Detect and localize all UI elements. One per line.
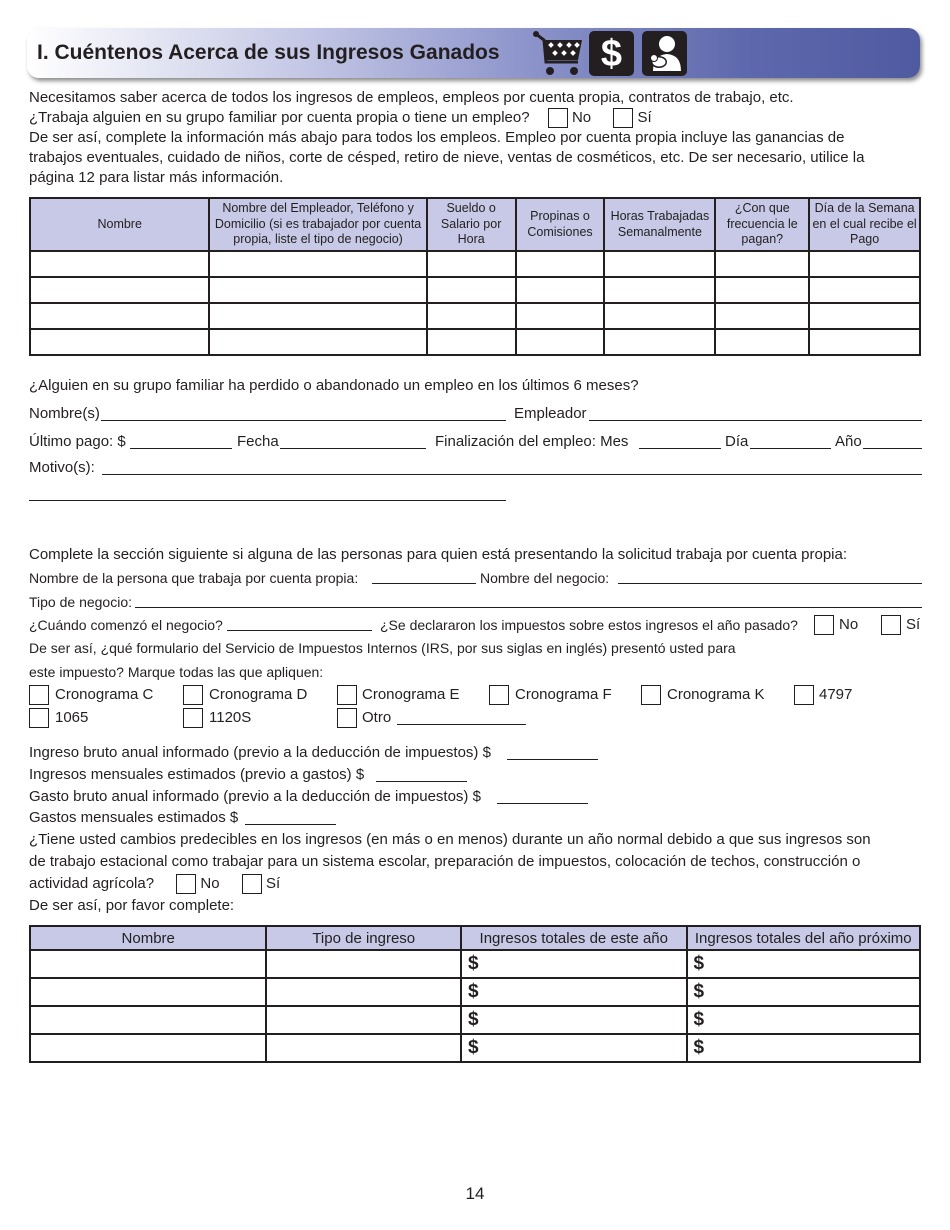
form-1120s-label: 1120S xyxy=(209,709,252,726)
cell-empleador[interactable] xyxy=(209,303,426,329)
cell-ingresos-ano-proximo[interactable]: $ xyxy=(687,1034,920,1062)
taxes-no-label: No xyxy=(839,616,859,633)
business-type-field[interactable] xyxy=(135,607,922,608)
cell-propinas[interactable] xyxy=(516,329,605,355)
form-4797-label: 4797 xyxy=(819,686,853,703)
cell-sueldo[interactable] xyxy=(427,329,516,355)
business-name-label: Nombre del negocio: xyxy=(480,570,610,586)
cell-ingresos-este-ano[interactable]: $ xyxy=(461,978,687,1006)
seasonal-no-label: No xyxy=(200,875,220,892)
table-row xyxy=(30,277,920,303)
col-nombre: Nombre xyxy=(30,198,209,251)
nombres-label: Nombre(s) xyxy=(29,405,100,422)
cell-nombre[interactable] xyxy=(30,1006,266,1034)
irs-question-line-1: De ser así, ¿qué formulario del Servicio de Impuestos Internos (IRS, por sus siglas en inglés) presentó usted para xyxy=(29,640,736,656)
business-start-field[interactable] xyxy=(227,630,372,631)
cell-dia-pago[interactable] xyxy=(809,251,920,277)
cell-sueldo[interactable] xyxy=(427,303,516,329)
form-1065-label: 1065 xyxy=(55,709,89,726)
business-type-label: Tipo de negocio: xyxy=(29,594,132,610)
cell-horas[interactable] xyxy=(604,277,715,303)
form-cronograma-e-checkbox[interactable] xyxy=(337,685,357,705)
cell-ingresos-este-ano[interactable]: $ xyxy=(461,1034,687,1062)
seasonal-question-line-2: de trabajo estacional como trabajar para un sistema escolar, preparación de impuestos, colocación de techos, construcción o xyxy=(29,853,861,870)
cell-dia-pago[interactable] xyxy=(809,329,920,355)
cell-ingresos-ano-proximo[interactable]: $ xyxy=(687,1006,920,1034)
section-header-banner xyxy=(27,28,920,78)
gross-annual-income-field[interactable] xyxy=(507,759,598,760)
table-row xyxy=(30,251,920,277)
cell-propinas[interactable] xyxy=(516,303,605,329)
business-name-field[interactable] xyxy=(618,583,922,584)
motivo-field-line-2[interactable] xyxy=(29,500,506,501)
employment-table xyxy=(29,197,921,356)
table-row xyxy=(30,950,920,978)
seasonal-si-checkbox[interactable] xyxy=(242,874,262,894)
form-cronograma-f-checkbox[interactable] xyxy=(489,685,509,705)
taxes-si-label: Sí xyxy=(906,616,921,633)
form-cronograma-k-label: Cronograma K xyxy=(667,686,765,703)
col-empleador: Nombre del Empleador, Teléfono y Domicilio (si es trabajador por cuenta propia, liste el tipo de negocio) xyxy=(209,198,426,251)
irs-question-line-2: este impuesto? Marque todas las que apliquen: xyxy=(29,664,324,680)
cell-ingresos-este-ano[interactable]: $ xyxy=(461,950,687,978)
form-cronograma-d-checkbox[interactable] xyxy=(183,685,203,705)
fecha-label: Fecha xyxy=(237,433,279,450)
ano-field[interactable] xyxy=(863,448,922,449)
table-row xyxy=(30,1034,920,1062)
seasonal-question-text: actividad agrícola? xyxy=(29,875,155,892)
cell-nombre[interactable] xyxy=(30,251,209,277)
col-sueldo: Sueldo o Salario por Hora xyxy=(427,198,516,251)
self-employment-intro: Complete la sección siguiente si alguna de las personas para quien está presentando la solicitud trabaja por cuenta propia: xyxy=(29,546,848,563)
form-cronograma-c-label: Cronograma C xyxy=(55,686,154,703)
cell-nombre[interactable] xyxy=(30,303,209,329)
lost-job-question: ¿Alguien en su grupo familiar ha perdido o abandonado un empleo en los últimos 6 meses? xyxy=(29,377,639,394)
gross-annual-income-label: Ingreso bruto anual informado (previo a la deducción de impuestos) $ xyxy=(29,744,491,761)
form-otro-checkbox[interactable] xyxy=(337,708,357,728)
cell-sueldo[interactable] xyxy=(427,277,516,303)
table-row xyxy=(30,978,920,1006)
ultimo-pago-label: Último pago: $ xyxy=(29,433,126,450)
monthly-expense-field[interactable] xyxy=(245,824,336,825)
cell-empleador[interactable] xyxy=(209,329,426,355)
col-ingresos-ano-proximo: Ingresos totales del año próximo xyxy=(687,926,920,950)
intro-paragraph-3: página 12 para listar más información. xyxy=(29,169,284,186)
gross-annual-expense-field[interactable] xyxy=(497,803,588,804)
seasonal-si-label: Sí xyxy=(265,875,281,892)
page-number: 14 xyxy=(465,1184,485,1203)
cell-horas[interactable] xyxy=(604,329,715,355)
cell-empleador[interactable] xyxy=(209,251,426,277)
table-row xyxy=(30,303,920,329)
employment-question xyxy=(29,108,652,128)
monthly-expense-label: Gastos mensuales estimados $ xyxy=(29,809,239,826)
dollar-icon: $ xyxy=(589,31,634,76)
business-start-label: ¿Cuándo comenzó el negocio? xyxy=(29,617,223,633)
cell-dia-pago[interactable] xyxy=(809,303,920,329)
intro-line: Necesitamos saber acerca de todos los ingresos de empleos, empleos por cuenta propia, contratos de trabajo, etc. xyxy=(29,89,794,106)
section-title: I. Cuéntenos Acerca de sus Ingresos Ganados xyxy=(37,41,500,64)
form-otro-field[interactable] xyxy=(397,724,526,725)
taxes-question: ¿Se declararon los impuestos sobre estos ingresos el año pasado? xyxy=(380,617,798,633)
person-label: Nombre de la persona que trabaja por cuenta propia: xyxy=(29,570,359,586)
cell-dia-pago[interactable] xyxy=(809,277,920,303)
form-otro-label: Otro xyxy=(362,709,392,726)
mes-field[interactable] xyxy=(639,448,721,449)
cell-nombre[interactable] xyxy=(30,329,209,355)
form-cronograma-e-label: Cronograma E xyxy=(362,686,460,703)
form-1065-checkbox[interactable] xyxy=(29,708,49,728)
nombres-field[interactable] xyxy=(101,420,506,421)
col-nombre: Nombre xyxy=(30,926,266,950)
ano-label: Año xyxy=(835,433,862,450)
col-propinas: Propinas o Comisiones xyxy=(516,198,605,251)
seasonal-no-checkbox[interactable] xyxy=(176,874,196,894)
gross-annual-expense-label: Gasto bruto anual informado (previo a la deducción de impuestos) $ xyxy=(29,788,481,805)
cell-tipo-ingreso[interactable] xyxy=(266,950,461,978)
table-row xyxy=(30,329,920,355)
form-cronograma-d-label: Cronograma D xyxy=(209,686,308,703)
complete-label: De ser así, por favor complete: xyxy=(29,897,235,914)
cell-nombre[interactable] xyxy=(30,978,266,1006)
finalizacion-mes-label: Finalización del empleo: Mes xyxy=(435,433,629,450)
employment-no-checkbox[interactable] xyxy=(548,108,568,128)
form-cronograma-f-label: Cronograma F xyxy=(515,686,612,703)
parent-child-icon xyxy=(642,31,687,76)
shopping-cart-icon xyxy=(532,30,584,78)
col-dia-pago: Día de la Semana en el cual recibe el Pago xyxy=(809,198,920,251)
cell-frecuencia[interactable] xyxy=(715,303,809,329)
employment-no-label: No xyxy=(571,109,592,126)
taxes-si-checkbox[interactable] xyxy=(881,615,901,635)
seasonal-question-line-3 xyxy=(29,874,280,894)
col-ingresos-este-ano: Ingresos totales de este año xyxy=(461,926,687,950)
seasonal-income-table xyxy=(29,925,921,1063)
cell-ingresos-ano-proximo[interactable]: $ xyxy=(687,950,920,978)
form-4797-checkbox[interactable] xyxy=(794,685,814,705)
dia-label: Día xyxy=(725,433,749,450)
form-cronograma-c-checkbox[interactable] xyxy=(29,685,49,705)
col-frecuencia: ¿Con que frecuencia le pagan? xyxy=(715,198,809,251)
table-row xyxy=(30,1006,920,1034)
cell-tipo-ingreso[interactable] xyxy=(266,1034,461,1062)
cell-ingresos-este-ano[interactable]: $ xyxy=(461,1006,687,1034)
fecha-field[interactable] xyxy=(280,448,426,449)
form-cronograma-k-checkbox[interactable] xyxy=(641,685,661,705)
intro-paragraph-2: trabajos eventuales, cuidado de niños, corte de césped, retiro de nieve, ventas de cosméticos, etc. De ser necesario, utilice la xyxy=(29,149,865,166)
employment-question-text: ¿Trabaja alguien en su grupo familiar por cuenta propia o tiene un empleo? xyxy=(29,109,530,126)
cell-horas[interactable] xyxy=(604,303,715,329)
cell-sueldo[interactable] xyxy=(427,251,516,277)
cell-nombre[interactable] xyxy=(30,1034,266,1062)
person-field[interactable] xyxy=(372,583,476,584)
cell-tipo-ingreso[interactable] xyxy=(266,1006,461,1034)
cell-tipo-ingreso[interactable] xyxy=(266,978,461,1006)
employment-si-label: Sí xyxy=(637,109,652,126)
monthly-income-label: Ingresos mensuales estimados (previo a gastos) $ xyxy=(29,766,365,783)
dia-field[interactable] xyxy=(750,448,831,449)
col-horas: Horas Trabajadas Semanalmente xyxy=(604,198,715,251)
motivo-label: Motivo(s): xyxy=(29,459,95,476)
cell-ingresos-ano-proximo[interactable]: $ xyxy=(687,978,920,1006)
cell-frecuencia[interactable] xyxy=(715,251,809,277)
col-tipo-ingreso: Tipo de ingreso xyxy=(266,926,461,950)
cell-nombre[interactable] xyxy=(30,277,209,303)
seasonal-question-line-1: ¿Tiene usted cambios predecibles en los ingresos (en más o en menos) durante un año normal debido a que sus ingresos son xyxy=(29,831,871,848)
ultimo-pago-field[interactable] xyxy=(130,448,232,449)
intro-paragraph-1: De ser así, complete la información más abajo para todos los empleos. Empleo por cuenta propia incluye las ganancias de xyxy=(29,129,845,146)
empleador-field[interactable] xyxy=(589,420,922,421)
form-1120s-checkbox[interactable] xyxy=(183,708,203,728)
employment-si-checkbox[interactable] xyxy=(613,108,633,128)
motivo-field[interactable] xyxy=(102,474,922,475)
empleador-label: Empleador xyxy=(514,405,587,422)
cell-horas[interactable] xyxy=(604,251,715,277)
cell-frecuencia[interactable] xyxy=(715,277,809,303)
taxes-no-checkbox[interactable] xyxy=(814,615,834,635)
cell-empleador[interactable] xyxy=(209,277,426,303)
cell-propinas[interactable] xyxy=(516,251,605,277)
cell-nombre[interactable] xyxy=(30,950,266,978)
cell-propinas[interactable] xyxy=(516,277,605,303)
monthly-income-field[interactable] xyxy=(376,781,467,782)
cell-frecuencia[interactable] xyxy=(715,329,809,355)
